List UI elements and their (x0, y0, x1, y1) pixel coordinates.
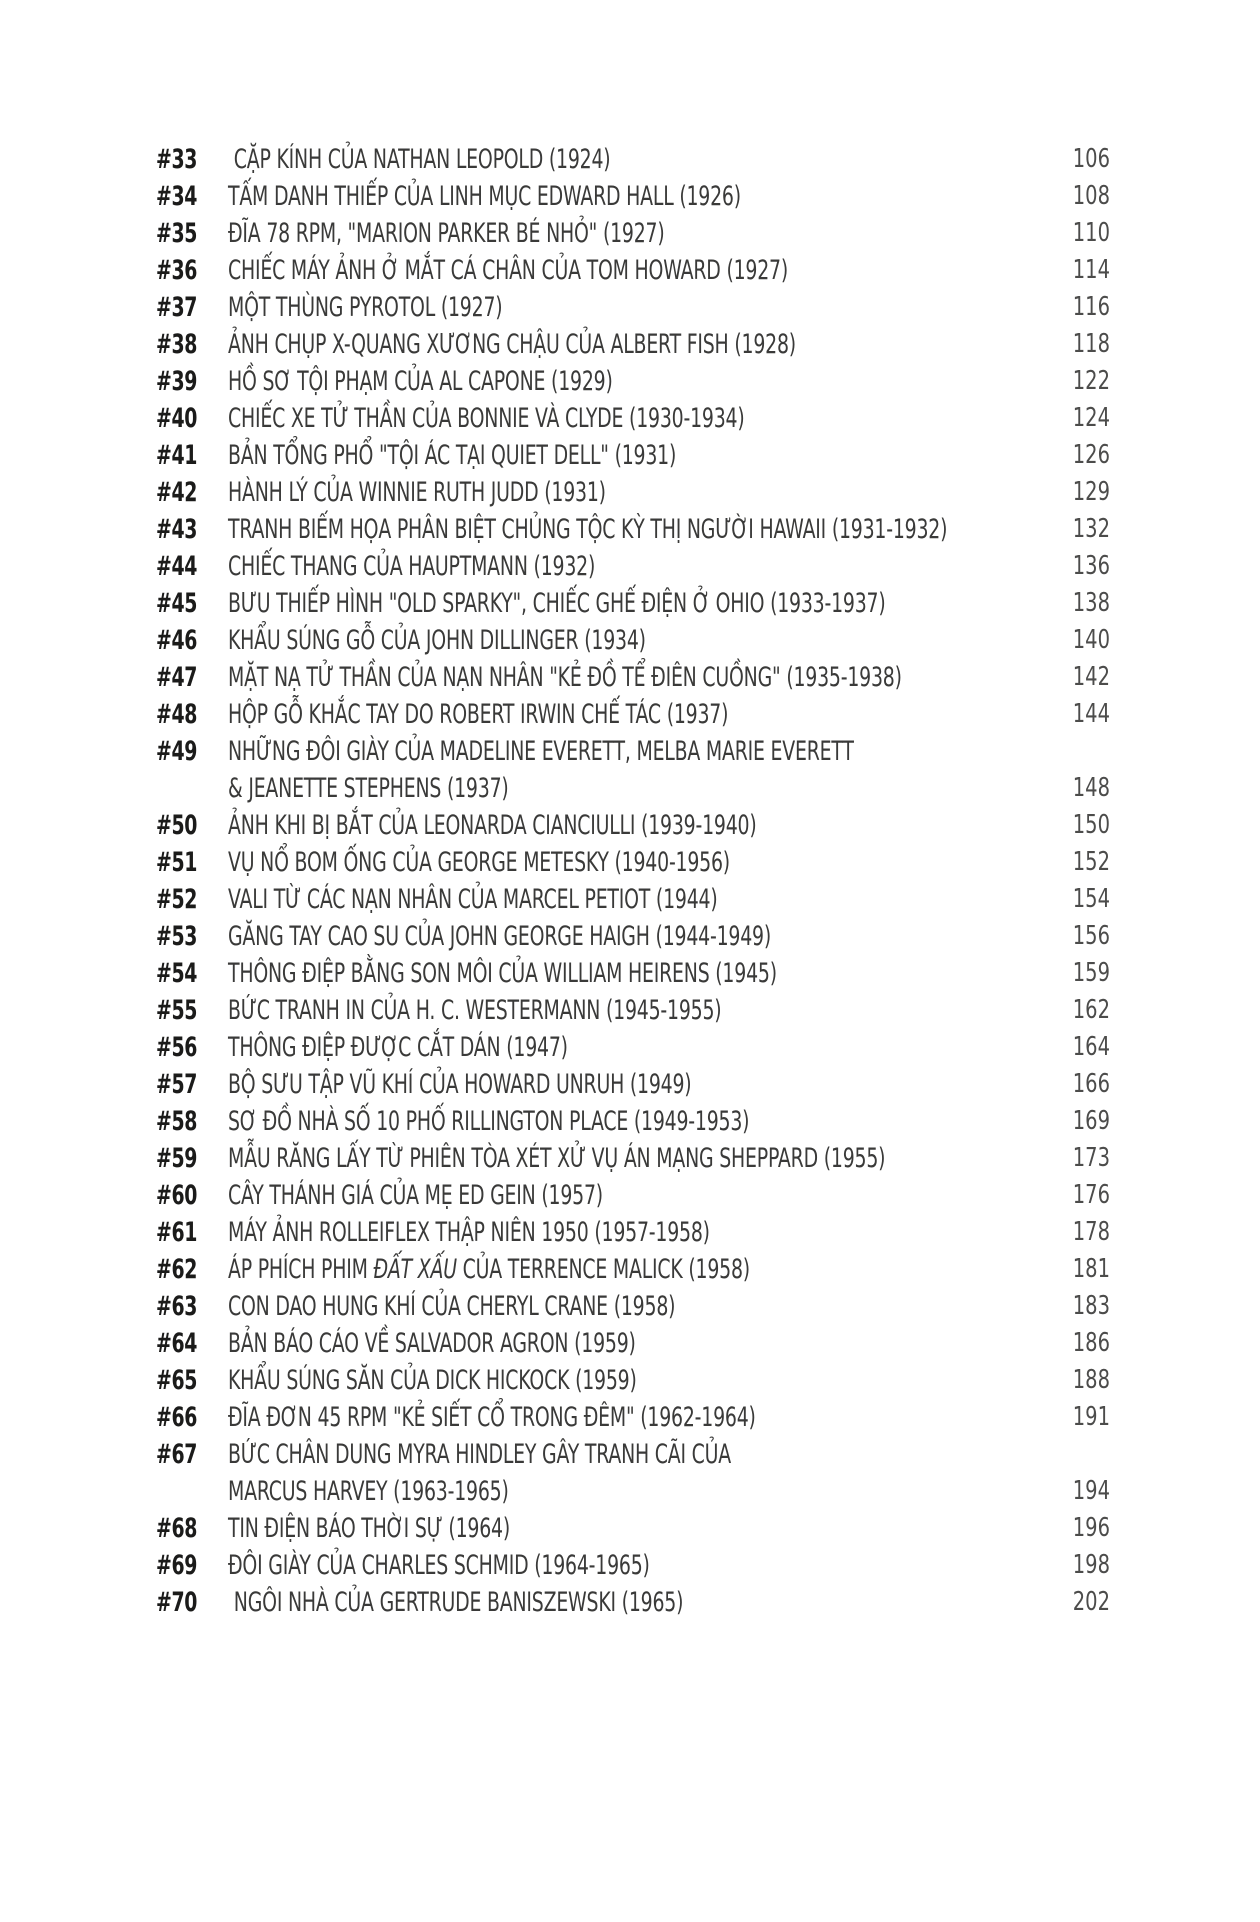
entry-title: KHẨU SÚNG SĂN CỦA DICK HICKOCK (1959) (228, 1365, 637, 1396)
entry-title: VỤ NỔ BOM ỐNG CỦA GEORGE METESKY (1940-1956) (228, 847, 730, 878)
entry-title: HỘP GỖ KHẮC TAY DO ROBERT IRWIN CHẾ TÁC (1937) (228, 699, 729, 730)
entry-page-number: 140 (1072, 625, 1110, 655)
entry-title: TIN ĐIỆN BÁO THỜI SỰ (1964) (228, 1513, 511, 1544)
entry-number: #50 (156, 810, 198, 841)
entry-title: HỒ SƠ TỘI PHẠM CỦA AL CAPONE (1929) (228, 366, 613, 397)
entry-number: #70 (156, 1587, 198, 1618)
entry-page-number: 144 (1072, 699, 1110, 729)
entry-number: #52 (156, 884, 198, 915)
entry-page-number: 191 (1072, 1402, 1110, 1432)
toc-entry (156, 696, 1110, 733)
entry-title: ĐÔI GIÀY CỦA CHARLES SCHMID (1964-1965) (228, 1550, 650, 1581)
entry-number: #57 (156, 1069, 198, 1100)
toc-entry (156, 585, 1110, 622)
entry-title: BỘ SƯU TẬP VŨ KHÍ CỦA HOWARD UNRUH (1949) (228, 1069, 692, 1100)
entry-title: BẢN BÁO CÁO VỀ SALVADOR AGRON (1959) (228, 1328, 636, 1359)
entry-page-number: 194 (1072, 1476, 1110, 1506)
entry-page-number: 162 (1072, 995, 1110, 1025)
entry-page-number: 148 (1072, 773, 1110, 803)
toc-entry (156, 178, 1110, 215)
entry-page-number: 164 (1072, 1032, 1110, 1062)
toc-entry (156, 1436, 1110, 1510)
entry-title: ĐĨA ĐƠN 45 RPM "KẺ SIẾT CỔ TRONG ĐÊM" (1962-1964) (228, 1402, 756, 1433)
toc-entry (156, 1288, 1110, 1325)
entry-number: #48 (156, 699, 198, 730)
entry-title: GĂNG TAY CAO SU CỦA JOHN GEORGE HAIGH (1944-1949) (228, 921, 772, 952)
entry-number: #53 (156, 921, 198, 952)
entry-number: #63 (156, 1291, 198, 1322)
entry-page-number: 173 (1072, 1143, 1110, 1173)
entry-page-number: 116 (1072, 292, 1110, 322)
entry-title: ẢNH CHỤP X-QUANG XƯƠNG CHẬU CỦA ALBERT FISH (1928) (228, 329, 796, 360)
entry-title: TRANH BIẾM HỌA PHÂN BIỆT CHỦNG TỘC KỲ THỊ NGƯỜI HAWAII (1931-1932) (228, 514, 948, 545)
entry-page-number: 166 (1072, 1069, 1110, 1099)
entry-page-number: 136 (1072, 551, 1110, 581)
entry-title: CHIẾC XE TỬ THẦN CỦA BONNIE VÀ CLYDE (1930-1934) (228, 403, 745, 434)
toc-entry (156, 659, 1110, 696)
toc-entry (156, 1066, 1110, 1103)
entry-number: #67 (156, 1439, 198, 1470)
entry-number: #45 (156, 588, 198, 619)
entry-page-number: 176 (1072, 1180, 1110, 1210)
entry-page-number: 202 (1072, 1587, 1110, 1617)
entry-number: #34 (156, 181, 198, 212)
entry-number: #38 (156, 329, 198, 360)
entry-page-number: 126 (1072, 440, 1110, 470)
toc-entry (156, 437, 1110, 474)
toc-entry (156, 1103, 1110, 1140)
entry-page-number: 183 (1072, 1291, 1110, 1321)
entry-page-number: 108 (1072, 181, 1110, 211)
toc-entry (156, 1510, 1110, 1547)
toc-entry (156, 1029, 1110, 1066)
toc-entry (156, 1325, 1110, 1362)
entry-page-number: 159 (1072, 958, 1110, 988)
entry-title: BỨC CHÂN DUNG MYRA HINDLEY GÂY TRANH CÃI CỦA MARCUS HARVEY (1963-1965) (228, 1439, 731, 1507)
entry-page-number: 196 (1072, 1513, 1110, 1543)
entry-number: #62 (156, 1254, 198, 1285)
entry-page-number: 142 (1072, 662, 1110, 692)
entry-title: MẶT NẠ TỬ THẦN CỦA NẠN NHÂN "KẺ ĐỒ TỂ ĐIÊN CUỒNG" (1935-1938) (228, 662, 902, 693)
entry-title: ÁP PHÍCH PHIM ĐẤT XẤU CỦA TERRENCE MALICK (1958) (228, 1254, 750, 1285)
entry-page-number: 106 (1072, 144, 1110, 174)
entry-number: #35 (156, 218, 198, 249)
entry-number: #40 (156, 403, 198, 434)
entry-number: #65 (156, 1365, 198, 1396)
entry-title: BỨC TRANH IN CỦA H. C. WESTERMANN (1945-1955) (228, 995, 722, 1026)
entry-number: #39 (156, 366, 198, 397)
toc-entry (156, 1362, 1110, 1399)
entry-number: #37 (156, 292, 198, 323)
entry-number: #56 (156, 1032, 198, 1063)
toc-entry (156, 1584, 1110, 1621)
entry-title: CẶP KÍNH CỦA NATHAN LEOPOLD (1924) (228, 144, 611, 175)
entry-page-number: 110 (1072, 218, 1110, 248)
entry-number: #43 (156, 514, 198, 545)
toc-entry (156, 289, 1110, 326)
toc-entry (156, 215, 1110, 252)
entry-number: #36 (156, 255, 198, 286)
entry-page-number: 118 (1072, 329, 1110, 359)
toc-entry (156, 992, 1110, 1029)
toc-entry (156, 844, 1110, 881)
entry-number: #68 (156, 1513, 198, 1544)
toc-entry (156, 1140, 1110, 1177)
toc-entry (156, 1177, 1110, 1214)
entry-number: #47 (156, 662, 198, 693)
toc-entry (156, 548, 1110, 585)
entry-number: #64 (156, 1328, 198, 1359)
entry-page-number: 129 (1072, 477, 1110, 507)
toc-entry (156, 511, 1110, 548)
entry-title: VALI TỪ CÁC NẠN NHÂN CỦA MARCEL PETIOT (1944) (228, 884, 718, 915)
entry-number: #33 (156, 144, 198, 175)
entry-page-number: 186 (1072, 1328, 1110, 1358)
entry-title: ẢNH KHI BỊ BẮT CỦA LEONARDA CIANCIULLI (1939-1940) (228, 810, 757, 841)
toc-entry (156, 474, 1110, 511)
entry-title: NGÔI NHÀ CỦA GERTRUDE BANISZEWSKI (1965) (228, 1587, 684, 1618)
entry-page-number: 169 (1072, 1106, 1110, 1136)
toc-entry (156, 918, 1110, 955)
entry-title: THÔNG ĐIỆP ĐƯỢC CẮT DÁN (1947) (228, 1032, 568, 1063)
entry-number: #66 (156, 1402, 198, 1433)
entry-number: #51 (156, 847, 198, 878)
table-of-contents (156, 141, 1110, 1621)
entry-title: CON DAO HUNG KHÍ CỦA CHERYL CRANE (1958) (228, 1291, 676, 1322)
entry-title: ĐĨA 78 RPM, "MARION PARKER BÉ NHỎ" (1927) (228, 218, 665, 249)
toc-entry (156, 1251, 1110, 1288)
entry-title: HÀNH LÝ CỦA WINNIE RUTH JUDD (1931) (228, 477, 606, 508)
toc-entry (156, 400, 1110, 437)
toc-entry (156, 252, 1110, 289)
entry-page-number: 188 (1072, 1365, 1110, 1395)
entry-page-number: 150 (1072, 810, 1110, 840)
entry-page-number: 156 (1072, 921, 1110, 951)
entry-title: MỘT THÙNG PYROTOL (1927) (228, 292, 503, 323)
toc-entry (156, 955, 1110, 992)
entry-number: #44 (156, 551, 198, 582)
entry-title: THÔNG ĐIỆP BẰNG SON MÔI CỦA WILLIAM HEIRENS (1945) (228, 958, 777, 989)
entry-title: BẢN TỔNG PHỔ "TỘI ÁC TẠI QUIET DELL" (1931) (228, 440, 677, 471)
entry-title: MÁY ẢNH ROLLEIFLEX THẬP NIÊN 1950 (1957-1958) (228, 1217, 710, 1248)
entry-title: CÂY THÁNH GIÁ CỦA MẸ ED GEIN (1957) (228, 1180, 603, 1211)
entry-page-number: 122 (1072, 366, 1110, 396)
entry-number: #58 (156, 1106, 198, 1137)
toc-entry (156, 1399, 1110, 1436)
entry-title: NHỮNG ĐÔI GIÀY CỦA MADELINE EVERETT, MELBA MARIE EVERETT & JEANETTE STEPHENS (1937) (228, 736, 854, 804)
entry-number: #60 (156, 1180, 198, 1211)
entry-number: #55 (156, 995, 198, 1026)
entry-number: #59 (156, 1143, 198, 1174)
entry-number: #69 (156, 1550, 198, 1581)
entry-page-number: 181 (1072, 1254, 1110, 1284)
entry-number: #54 (156, 958, 198, 989)
entry-number: #41 (156, 440, 198, 471)
entry-page-number: 124 (1072, 403, 1110, 433)
entry-title: MẪU RĂNG LẤY TỪ PHIÊN TÒA XÉT XỬ VỤ ÁN MẠNG SHEPPARD (1955) (228, 1143, 886, 1174)
toc-entry (156, 1214, 1110, 1251)
entry-page-number: 132 (1072, 514, 1110, 544)
entry-page-number: 178 (1072, 1217, 1110, 1247)
entry-number: #61 (156, 1217, 198, 1248)
toc-entry (156, 733, 1110, 807)
toc-entry (156, 1547, 1110, 1584)
toc-entry (156, 326, 1110, 363)
entry-title: TẤM DANH THIẾP CỦA LINH MỤC EDWARD HALL (1926) (228, 181, 741, 212)
entry-number: #46 (156, 625, 198, 656)
entry-page-number: 138 (1072, 588, 1110, 618)
entry-page-number: 152 (1072, 847, 1110, 877)
entry-title: SƠ ĐỒ NHÀ SỐ 10 PHỐ RILLINGTON PLACE (1949-1953) (228, 1106, 750, 1137)
toc-entry (156, 363, 1110, 400)
entry-page-number: 154 (1072, 884, 1110, 914)
entry-title: CHIẾC MÁY ẢNH Ở MẮT CÁ CHÂN CỦA TOM HOWARD (1927) (228, 255, 789, 286)
toc-entry (156, 141, 1110, 178)
entry-page-number: 198 (1072, 1550, 1110, 1580)
entry-title: BƯU THIẾP HÌNH "OLD SPARKY", CHIẾC GHẾ ĐIỆN Ở OHIO (1933-1937) (228, 588, 886, 619)
toc-entry (156, 807, 1110, 844)
entry-title: CHIẾC THANG CỦA HAUPTMANN (1932) (228, 551, 596, 582)
toc-entry (156, 622, 1110, 659)
entry-number: #49 (156, 736, 198, 767)
toc-entry (156, 881, 1110, 918)
entry-number: #42 (156, 477, 198, 508)
entry-title: KHẨU SÚNG GỖ CỦA JOHN DILLINGER (1934) (228, 625, 646, 656)
entry-page-number: 114 (1072, 255, 1110, 285)
